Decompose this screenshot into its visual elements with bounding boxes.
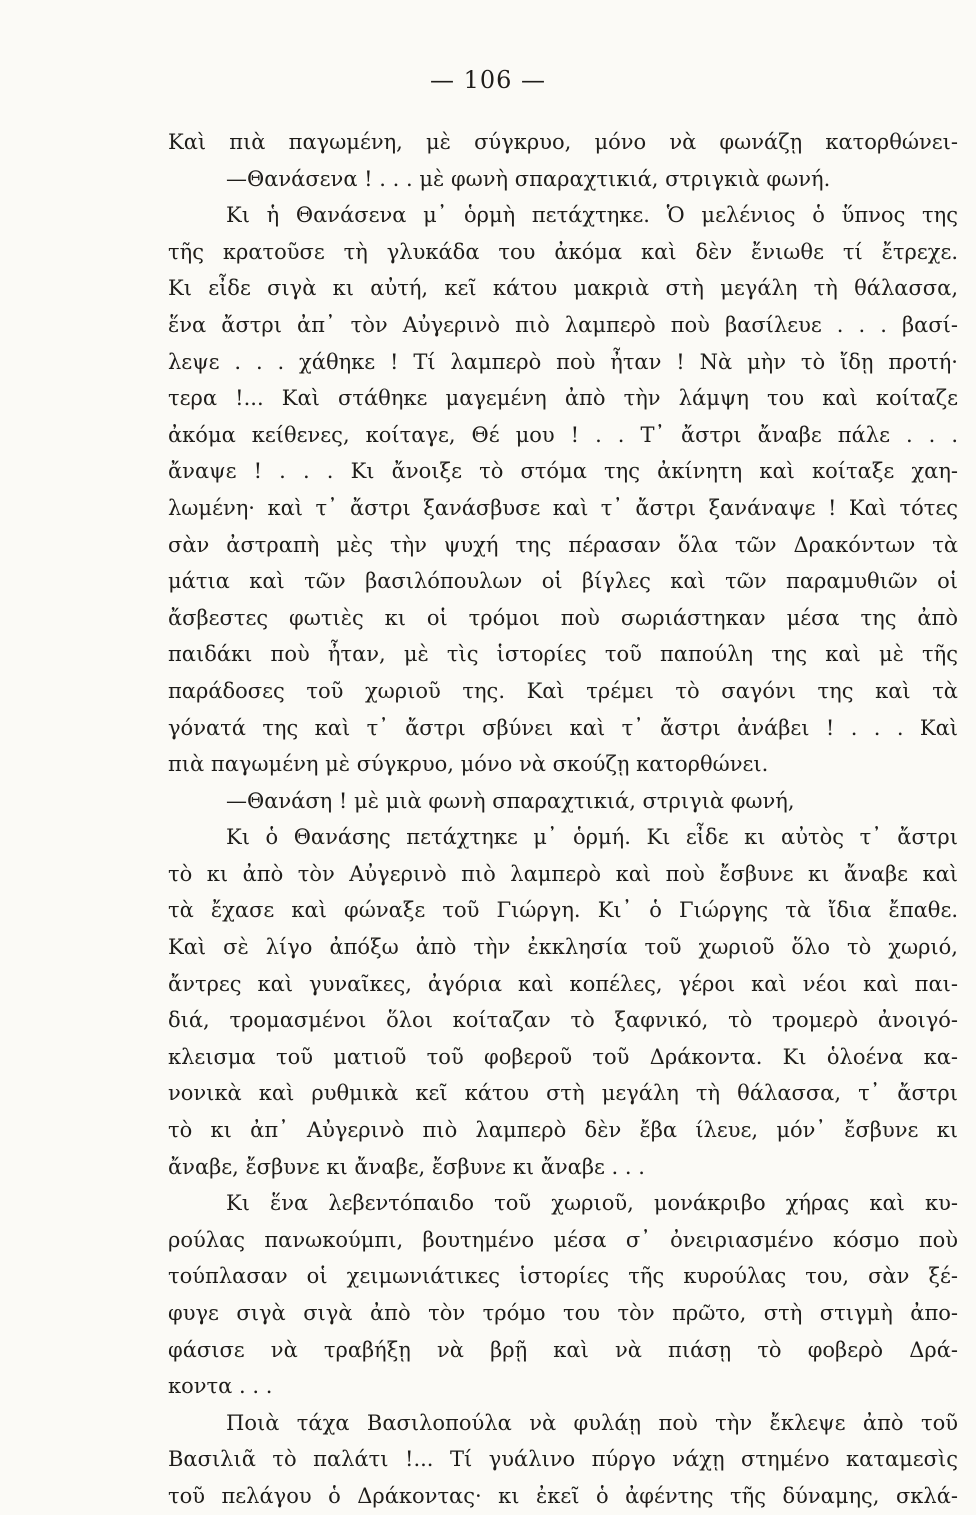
- text-line: ἕνα ἄστρι ἀπ᾽ τὸν Αὐγερινὸ πιὸ λαμπερὸ ποὺ βασίλευε . . . βασί-: [168, 312, 958, 337]
- text-line: Κι ἡ Θανάσενα μ᾽ ὁρμὴ πετάχτηκε. Ὁ μελένιος ὁ ὕπνος της: [226, 203, 958, 228]
- text-line: ἄναβε, ἔσβυνε κι ἄναβε, ἔσβυνε κι ἄναβε . . .: [168, 1154, 645, 1179]
- text-line: Καὶ πιὰ παγωμένη, μὲ σύγκρυο, μόνο νὰ φωνάζῃ κατορθώνει-: [168, 130, 958, 154]
- text-line: τούπλασαν οἱ χειμωνιάτικες ἱστορίες τῆς κυρούλας του, σὰν ξέ-: [168, 1264, 958, 1289]
- text-line: κοντα . . .: [168, 1374, 273, 1399]
- text-line: γόνατά της καὶ τ᾽ ἄστρι σβύνει καὶ τ᾽ ἄστρι ἀνάβει ! . . . Καὶ: [168, 715, 958, 740]
- text-line: φάσισε νὰ τραβήξῃ νὰ βρῇ καὶ νὰ πιάσῃ τὸ φοβερὸ Δρά-: [168, 1337, 958, 1362]
- text-line: πιὰ παγωμένη μὲ σύγκρυο, μόνο νὰ σκούζῃ κατορθώνει.: [168, 752, 769, 777]
- text-line: Βασιλιᾶ τὸ παλάτι !... Τί γυάλινο πύργο νάχῃ στημένο καταμεσὶς: [168, 1447, 958, 1472]
- text-line: τῆς κρατοῦσε τὴ γλυκάδα του ἀκόμα καὶ δὲν ἔνιωθε τί ἔτρεχε.: [168, 239, 958, 264]
- text-line: Κι ὁ Θανάσης πετάχτηκε μ᾽ ὁρμή. Κι εἶδε κι αὐτὸς τ᾽ ἄστρι: [226, 825, 958, 850]
- body-text: [168, 124, 958, 1515]
- text-line: Κι εἶδε σιγὰ κι αὐτή, κεῖ κάτου μακριὰ στὴ μεγάλη τὴ θάλασσα,: [168, 276, 958, 301]
- text-line: λεψε . . . χάθηκε ! Τί λαμπερὸ ποὺ ἦταν ! Νὰ μὴν τὸ ἴδῃ προτή·: [168, 349, 958, 374]
- text-line: τὸ κι ἀπὸ τὸν Αὐγερινὸ πιὸ λαμπερὸ καὶ ποὺ ἔσβυνε κι ἄναβε καὶ: [168, 861, 958, 886]
- text-line: σὰν ἀστραπὴ μὲς τὴν ψυχή της πέρασαν ὅλα τῶν Δρακόντων τὰ: [168, 532, 958, 557]
- text-line: —Θανάσενα ! . . . μὲ φωνὴ σπαραχτικιά, στριγκιὰ φωνή.: [226, 166, 831, 191]
- text-line: κλεισμα τοῦ ματιοῦ τοῦ φοβεροῦ τοῦ Δράκοντα. Κι ὁλοένα κα-: [168, 1044, 958, 1069]
- text-line: ρούλας πανωκούμπι, βουτημένο μέσα σ᾽ ὀνειριασμένο κόσμο ποὺ: [168, 1227, 958, 1252]
- text-line: τὸ κι ἀπ᾽ Αὐγερινὸ πιὸ λαμπερὸ δὲν ἔβα ίλευε, μόν᾽ ἔσβυνε κι: [168, 1118, 958, 1143]
- text-line: παιδάκι ποὺ ἦταν, μὲ τὶς ἱστορίες τοῦ παπούλη της καὶ μὲ τῆς: [168, 642, 958, 667]
- text-line: τερα !... Καὶ στάθηκε μαγεμένη ἀπὸ τὴν λάμψη του καὶ κοίταζε: [168, 386, 958, 411]
- text-line: τὰ ἔχασε καὶ φώναξε τοῦ Γιώργη. Κι᾽ ὁ Γιώργης τὰ ἴδια ἔπαθε.: [168, 898, 958, 923]
- text-line: τοῦ πελάγου ὁ Δράκοντας· κι ἐκεῖ ὁ ἀφέντης τῆς δύναμης, σκλά-: [168, 1483, 958, 1508]
- text-line: φυγε σιγὰ σιγὰ ἀπὸ τὸν τρόμο του τὸν πρῶτο, στὴ στιγμὴ ἀπο-: [168, 1301, 958, 1325]
- text-line: νονικὰ καὶ ρυθμικὰ κεῖ κάτου στὴ μεγάλη τὴ θάλασσα, τ᾽ ἄστρι: [168, 1081, 958, 1106]
- text-line: Κι ἕνα λεβεντόπαιδο τοῦ χωριοῦ, μονάκριβο χήρας καὶ κυ-: [226, 1191, 958, 1216]
- text-line: —Θανάση ! μὲ μιὰ φωνὴ σπαραχτικιά, στριγιὰ φωνή,: [226, 788, 795, 813]
- text-line: ἀκόμα κείθενες, κοίταγε, Θέ μου ! . . Τ᾽ ἄστρι ἄναβε πάλε . . .: [168, 422, 958, 447]
- text-line: ἄντρες καὶ γυναῖκες, ἀγόρια καὶ κοπέλες, γέροι καὶ νέοι καὶ παι-: [168, 971, 958, 996]
- text-line: παράδοσες τοῦ χωριοῦ της. Καὶ τρέμει τὸ σαγόνι της καὶ τὰ: [168, 678, 958, 703]
- text-line: ἄναψε ! . . . Κι ἄνοιξε τὸ στόμα της ἀκίνητη καὶ κοίταξε χαη-: [168, 459, 958, 484]
- text-line: ἄσβεστες φωτιὲς κι οἱ τρόμοι ποὺ σωριάστηκαν μέσα της ἀπὸ: [168, 605, 958, 630]
- text-line: λωμένη· καὶ τ᾽ ἄστρι ξανάσβυσε καὶ τ᾽ ἄστρι ξανάναψε ! Καὶ τότες: [168, 495, 958, 520]
- text-line: μάτια καὶ τῶν βασιλόπουλων οἱ βίγλες καὶ τῶν παραμυθιῶν οἱ: [168, 569, 958, 594]
- page-number: — 106 —: [429, 66, 547, 94]
- text-line: Ποιὰ τάχα Βασιλοπούλα νὰ φυλάῃ ποὺ τὴν ἔκλεψε ἀπὸ τοῦ: [226, 1410, 958, 1435]
- text-line: διά, τρομασμένοι ὅλοι κοίταζαν τὸ ξαφνικό, τὸ τρομερὸ ἀνοιγό-: [168, 1008, 958, 1033]
- text-line: Καὶ σὲ λίγο ἀπόξω ἀπὸ τὴν ἐκκλησία τοῦ χωριοῦ ὅλο τὸ χωριό,: [168, 935, 958, 960]
